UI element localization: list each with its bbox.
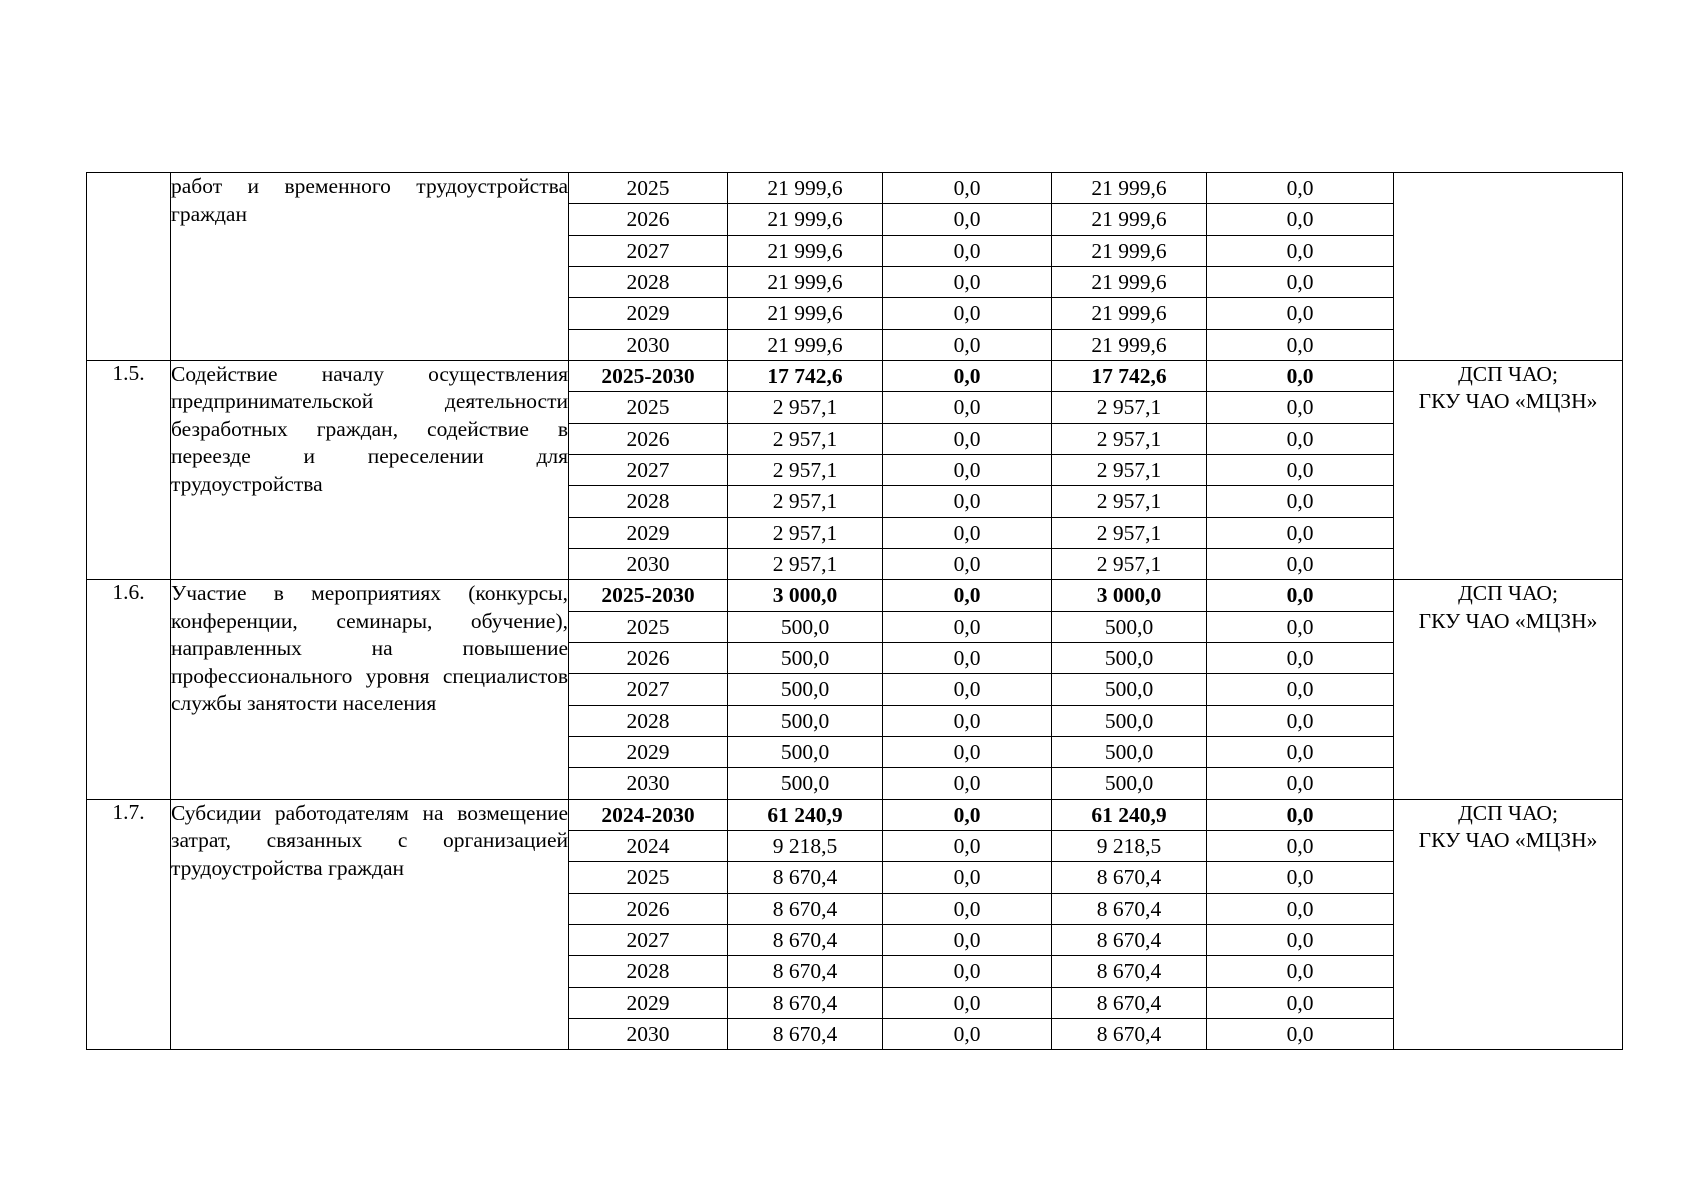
other-sources-cell: 0,0 <box>1207 486 1394 517</box>
total-amount-cell: 9 218,5 <box>728 830 883 861</box>
year-cell: 2028 <box>569 486 728 517</box>
other-sources-cell: 0,0 <box>1207 360 1394 391</box>
federal-budget-cell: 0,0 <box>883 736 1052 767</box>
responsible-executor <box>1394 580 1623 799</box>
regional-budget-cell: 3 000,0 <box>1052 580 1207 611</box>
responsible-executor <box>1394 173 1623 361</box>
federal-budget-cell: 0,0 <box>883 360 1052 391</box>
year-cell: 2025-2030 <box>569 580 728 611</box>
other-sources-cell: 0,0 <box>1207 454 1394 485</box>
year-cell: 2025 <box>569 173 728 204</box>
federal-budget-cell: 0,0 <box>883 956 1052 987</box>
federal-budget-cell: 0,0 <box>883 548 1052 579</box>
federal-budget-cell: 0,0 <box>883 674 1052 705</box>
federal-budget-cell: 0,0 <box>883 486 1052 517</box>
federal-budget-cell: 0,0 <box>883 924 1052 955</box>
year-cell: 2029 <box>569 987 728 1018</box>
other-sources-cell: 0,0 <box>1207 517 1394 548</box>
federal-budget-cell: 0,0 <box>883 266 1052 297</box>
section-row-first <box>87 580 1623 611</box>
year-cell: 2027 <box>569 924 728 955</box>
other-sources-cell: 0,0 <box>1207 611 1394 642</box>
regional-budget-cell: 8 670,4 <box>1052 1018 1207 1049</box>
total-amount-cell: 8 670,4 <box>728 987 883 1018</box>
federal-budget-cell: 0,0 <box>883 830 1052 861</box>
total-amount-cell: 8 670,4 <box>728 893 883 924</box>
item-number: 1.7. <box>87 799 171 1050</box>
regional-budget-cell: 21 999,6 <box>1052 298 1207 329</box>
total-amount-cell: 500,0 <box>728 674 883 705</box>
other-sources-cell: 0,0 <box>1207 705 1394 736</box>
federal-budget-cell: 0,0 <box>883 987 1052 1018</box>
federal-budget-cell: 0,0 <box>883 204 1052 235</box>
other-sources-cell: 0,0 <box>1207 1018 1394 1049</box>
year-cell: 2026 <box>569 423 728 454</box>
federal-budget-cell: 0,0 <box>883 611 1052 642</box>
regional-budget-cell: 8 670,4 <box>1052 893 1207 924</box>
year-cell: 2027 <box>569 235 728 266</box>
year-cell: 2029 <box>569 736 728 767</box>
regional-budget-cell: 500,0 <box>1052 705 1207 736</box>
federal-budget-cell: 0,0 <box>883 893 1052 924</box>
total-amount-cell: 61 240,9 <box>728 799 883 830</box>
federal-budget-cell: 0,0 <box>883 642 1052 673</box>
year-cell: 2025-2030 <box>569 360 728 391</box>
section-row-first <box>87 173 1623 204</box>
responsible-line: ДСП ЧАО; <box>1458 361 1558 386</box>
other-sources-cell: 0,0 <box>1207 173 1394 204</box>
regional-budget-cell: 500,0 <box>1052 611 1207 642</box>
regional-budget-cell: 8 670,4 <box>1052 862 1207 893</box>
year-cell: 2027 <box>569 454 728 485</box>
total-amount-cell: 2 957,1 <box>728 454 883 485</box>
total-amount-cell: 2 957,1 <box>728 392 883 423</box>
year-cell: 2024-2030 <box>569 799 728 830</box>
total-amount-cell: 21 999,6 <box>728 204 883 235</box>
regional-budget-cell: 2 957,1 <box>1052 423 1207 454</box>
federal-budget-cell: 0,0 <box>883 517 1052 548</box>
total-amount-cell: 2 957,1 <box>728 423 883 454</box>
other-sources-cell: 0,0 <box>1207 736 1394 767</box>
item-number: 1.5. <box>87 360 171 579</box>
year-cell: 2026 <box>569 893 728 924</box>
responsible-line: ДСП ЧАО; <box>1458 581 1558 606</box>
total-amount-cell: 17 742,6 <box>728 360 883 391</box>
year-cell: 2029 <box>569 517 728 548</box>
total-amount-cell: 3 000,0 <box>728 580 883 611</box>
other-sources-cell: 0,0 <box>1207 768 1394 799</box>
regional-budget-cell: 2 957,1 <box>1052 486 1207 517</box>
other-sources-cell: 0,0 <box>1207 392 1394 423</box>
total-amount-cell: 500,0 <box>728 736 883 767</box>
year-cell: 2030 <box>569 548 728 579</box>
other-sources-cell: 0,0 <box>1207 924 1394 955</box>
other-sources-cell: 0,0 <box>1207 674 1394 705</box>
responsible-executor <box>1394 799 1623 1050</box>
federal-budget-cell: 0,0 <box>883 235 1052 266</box>
responsible-line: ГКУ ЧАО «МЦЗН» <box>1418 389 1598 414</box>
federal-budget-cell: 0,0 <box>883 768 1052 799</box>
other-sources-cell: 0,0 <box>1207 235 1394 266</box>
year-cell: 2025 <box>569 392 728 423</box>
other-sources-cell: 0,0 <box>1207 956 1394 987</box>
federal-budget-cell: 0,0 <box>883 454 1052 485</box>
year-cell: 2029 <box>569 298 728 329</box>
responsible-line: ГКУ ЧАО «МЦЗН» <box>1418 608 1598 633</box>
federal-budget-cell: 0,0 <box>883 580 1052 611</box>
regional-budget-cell: 8 670,4 <box>1052 956 1207 987</box>
total-amount-cell: 500,0 <box>728 642 883 673</box>
item-description: Содействие началу осуществления предпринимательской деятельности безработных граждан, содействие в переезде и переселении для трудоустройства <box>171 360 569 579</box>
item-description: работ и временного трудоустройства граждан <box>171 173 569 361</box>
other-sources-cell: 0,0 <box>1207 423 1394 454</box>
other-sources-cell: 0,0 <box>1207 580 1394 611</box>
regional-budget-cell: 9 218,5 <box>1052 830 1207 861</box>
table-body <box>87 173 1623 1050</box>
other-sources-cell: 0,0 <box>1207 204 1394 235</box>
federal-budget-cell: 0,0 <box>883 862 1052 893</box>
federal-budget-cell: 0,0 <box>883 705 1052 736</box>
other-sources-cell: 0,0 <box>1207 642 1394 673</box>
regional-budget-cell: 2 957,1 <box>1052 454 1207 485</box>
total-amount-cell: 2 957,1 <box>728 486 883 517</box>
section-row-first <box>87 799 1623 830</box>
year-cell: 2026 <box>569 204 728 235</box>
year-cell: 2030 <box>569 329 728 360</box>
regional-budget-cell: 500,0 <box>1052 642 1207 673</box>
regional-budget-cell: 8 670,4 <box>1052 924 1207 955</box>
total-amount-cell: 21 999,6 <box>728 235 883 266</box>
year-cell: 2030 <box>569 1018 728 1049</box>
regional-budget-cell: 21 999,6 <box>1052 266 1207 297</box>
regional-budget-cell: 21 999,6 <box>1052 329 1207 360</box>
total-amount-cell: 21 999,6 <box>728 329 883 360</box>
total-amount-cell: 8 670,4 <box>728 1018 883 1049</box>
other-sources-cell: 0,0 <box>1207 329 1394 360</box>
item-description: Субсидии работодателям на возмещение затрат, связанных с организацией трудоустройства граждан <box>171 799 569 1050</box>
federal-budget-cell: 0,0 <box>883 173 1052 204</box>
responsible-line: ДСП ЧАО; <box>1458 800 1558 825</box>
year-cell: 2025 <box>569 611 728 642</box>
total-amount-cell: 8 670,4 <box>728 862 883 893</box>
responsible-line: ГКУ ЧАО «МЦЗН» <box>1418 828 1598 853</box>
federal-budget-cell: 0,0 <box>883 799 1052 830</box>
year-cell: 2024 <box>569 830 728 861</box>
total-amount-cell: 500,0 <box>728 611 883 642</box>
funding-table <box>86 172 1623 1050</box>
regional-budget-cell: 500,0 <box>1052 768 1207 799</box>
other-sources-cell: 0,0 <box>1207 266 1394 297</box>
year-cell: 2028 <box>569 705 728 736</box>
federal-budget-cell: 0,0 <box>883 1018 1052 1049</box>
other-sources-cell: 0,0 <box>1207 830 1394 861</box>
other-sources-cell: 0,0 <box>1207 548 1394 579</box>
total-amount-cell: 21 999,6 <box>728 266 883 297</box>
year-cell: 2026 <box>569 642 728 673</box>
year-cell: 2028 <box>569 956 728 987</box>
year-cell: 2030 <box>569 768 728 799</box>
other-sources-cell: 0,0 <box>1207 298 1394 329</box>
federal-budget-cell: 0,0 <box>883 392 1052 423</box>
regional-budget-cell: 2 957,1 <box>1052 548 1207 579</box>
other-sources-cell: 0,0 <box>1207 799 1394 830</box>
section-row-first <box>87 360 1623 391</box>
total-amount-cell: 21 999,6 <box>728 173 883 204</box>
item-number <box>87 173 171 361</box>
regional-budget-cell: 21 999,6 <box>1052 173 1207 204</box>
regional-budget-cell: 8 670,4 <box>1052 987 1207 1018</box>
total-amount-cell: 500,0 <box>728 768 883 799</box>
federal-budget-cell: 0,0 <box>883 298 1052 329</box>
regional-budget-cell: 21 999,6 <box>1052 235 1207 266</box>
total-amount-cell: 21 999,6 <box>728 298 883 329</box>
year-cell: 2027 <box>569 674 728 705</box>
year-cell: 2025 <box>569 862 728 893</box>
total-amount-cell: 8 670,4 <box>728 956 883 987</box>
regional-budget-cell: 2 957,1 <box>1052 392 1207 423</box>
regional-budget-cell: 17 742,6 <box>1052 360 1207 391</box>
other-sources-cell: 0,0 <box>1207 893 1394 924</box>
year-cell: 2028 <box>569 266 728 297</box>
total-amount-cell: 2 957,1 <box>728 517 883 548</box>
responsible-executor <box>1394 360 1623 579</box>
item-number: 1.6. <box>87 580 171 799</box>
total-amount-cell: 500,0 <box>728 705 883 736</box>
federal-budget-cell: 0,0 <box>883 329 1052 360</box>
other-sources-cell: 0,0 <box>1207 987 1394 1018</box>
item-description: Участие в мероприятиях (конкурсы, конференции, семинары, обучение), направленных на повышение профессионального уровня специалистов службы занятости населения <box>171 580 569 799</box>
federal-budget-cell: 0,0 <box>883 423 1052 454</box>
regional-budget-cell: 21 999,6 <box>1052 204 1207 235</box>
regional-budget-cell: 2 957,1 <box>1052 517 1207 548</box>
total-amount-cell: 2 957,1 <box>728 548 883 579</box>
regional-budget-cell: 61 240,9 <box>1052 799 1207 830</box>
regional-budget-cell: 500,0 <box>1052 674 1207 705</box>
regional-budget-cell: 500,0 <box>1052 736 1207 767</box>
other-sources-cell: 0,0 <box>1207 862 1394 893</box>
total-amount-cell: 8 670,4 <box>728 924 883 955</box>
